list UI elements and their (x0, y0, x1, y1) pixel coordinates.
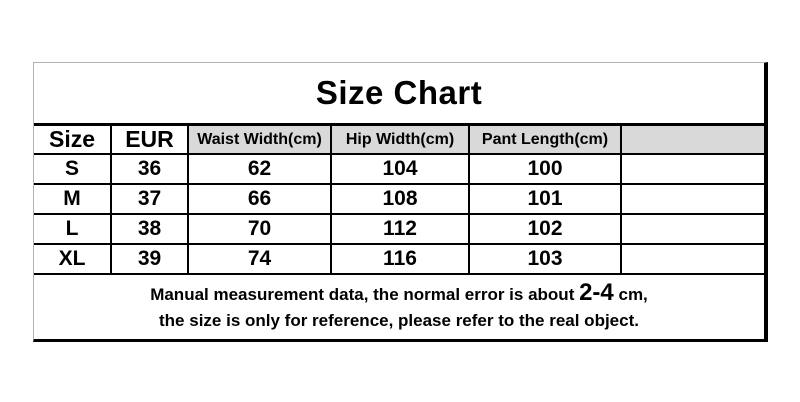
cell-hip: 112 (331, 214, 469, 244)
cell-hip: 104 (331, 154, 469, 184)
cell-empty (621, 154, 764, 184)
cell-size: XL (34, 244, 111, 273)
chart-title: Size Chart (34, 63, 764, 126)
cell-size: L (34, 214, 111, 244)
table-row-m (34, 184, 764, 214)
cell-waist: 62 (188, 154, 331, 184)
column-header-eur: EUR (111, 126, 188, 154)
note-line-1 (150, 277, 648, 309)
cell-empty (621, 184, 764, 214)
cell-hip: 116 (331, 244, 469, 273)
cell-waist: 70 (188, 214, 331, 244)
table-row-xl (34, 244, 764, 273)
column-header-pant: Pant Length(cm) (469, 126, 621, 154)
column-header-empty (621, 126, 764, 154)
column-header-size: Size (34, 126, 111, 154)
cell-pant: 101 (469, 184, 621, 214)
cell-size: M (34, 184, 111, 214)
header-row (34, 126, 764, 154)
cell-waist: 66 (188, 184, 331, 214)
column-header-hip: Hip Width(cm) (331, 126, 469, 154)
cell-hip: 108 (331, 184, 469, 214)
measurement-note (34, 273, 764, 335)
size-table (34, 126, 764, 273)
cell-empty (621, 244, 764, 273)
table-row-l (34, 214, 764, 244)
cell-eur: 36 (111, 154, 188, 184)
note-error-range: 2-4 (579, 279, 614, 307)
table-row-s (34, 154, 764, 184)
cell-eur: 39 (111, 244, 188, 273)
note-line-2: the size is only for reference, please refer to the real object. (159, 310, 639, 330)
cell-waist: 74 (188, 244, 331, 273)
cell-pant: 102 (469, 214, 621, 244)
cell-eur: 37 (111, 184, 188, 214)
note-line-1-suffix: cm, (613, 285, 648, 305)
column-header-waist: Waist Width(cm) (188, 126, 331, 154)
cell-pant: 103 (469, 244, 621, 273)
size-chart-table-frame (33, 62, 768, 342)
cell-pant: 100 (469, 154, 621, 184)
cell-size: S (34, 154, 111, 184)
note-line-1-prefix: Manual measurement data, the normal error is about (150, 285, 580, 305)
cell-eur: 38 (111, 214, 188, 244)
cell-empty (621, 214, 764, 244)
